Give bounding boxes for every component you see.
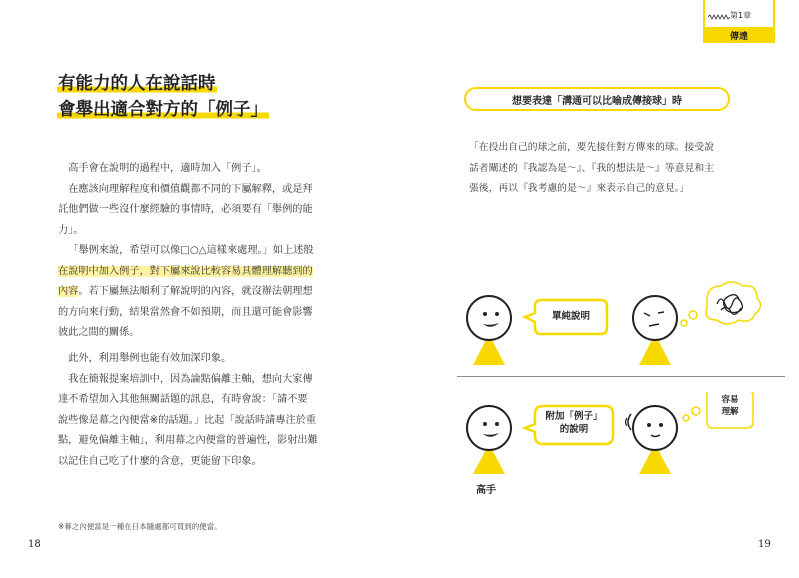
paragraph-line: 說些像是幕之內便當※的話題。」比起「說話時請專注於重 [58, 414, 317, 426]
paragraph: 在應該向理解程度和價值觀都不同的下屬解釋，或是拜 [68, 183, 313, 195]
footnote: ※幕之內便當是一種在日本隨處都可買到的便當。 [58, 522, 222, 531]
highlighted-text: 內容 [58, 286, 79, 297]
paragraph-line: 彼此之間的關係。 [58, 327, 140, 338]
paragraph-line: 達不希望加入其他無關話題的訊息，有時會說：「請不要 [58, 394, 308, 405]
paragraph: 我在簡報提案培訓中，因為論點偏離主軸，想向大家傳 [68, 373, 313, 385]
expert-label: 高手 [476, 485, 496, 496]
squiggle-decoration [708, 14, 730, 20]
bubble-label-example: 附加「例子」 的說明 [545, 411, 603, 435]
listener-head-icon [633, 406, 677, 450]
page-number-left: 18 [28, 539, 41, 550]
illustration-simple-explanation [455, 280, 785, 375]
highlighted-text: 在說明中加入例子，對下屬來說比較容易具體理解聽到的 [58, 265, 313, 277]
listener-head-icon [633, 296, 677, 340]
topic-pill-text: 想要表達「溝通可以比喻成傳接球」時 [512, 96, 682, 107]
chapter-number: 第1章 [730, 11, 752, 20]
paragraph-line: 內容。若下屬無法順利了解說明的內容，就沒辦法朝理想 [58, 286, 313, 297]
paragraph-line [58, 262, 358, 283]
divider [457, 376, 785, 377]
paragraph-line: 以記住自己吃了什麼的含意，更能留下印象。 [58, 455, 262, 467]
body-text-2 [58, 349, 358, 472]
quote-line: 話者闡述的『我認為是〜』、『我的想法是〜』等意見和主 [469, 162, 714, 174]
paragraph-line: 的方向來行動，結果當然會不如預期，而且還可能會影響 [58, 306, 313, 318]
easy-to-understand-label: 容易 理解 [721, 395, 739, 417]
quote-line: 「在投出自己的球之前，要先接住對方傳來的球。接受說 [469, 142, 714, 153]
paragraph-line: 點，避免偏離主軸」，利用幕之內便當的普遍性，影射出難 [58, 435, 318, 446]
page-number-right: 19 [758, 539, 771, 550]
speaker-head-icon [467, 296, 511, 340]
page-title-line1: 有能力的人在說話時 [58, 74, 216, 94]
expert-head-icon [467, 406, 511, 450]
paragraph-line: 託他們做一些沒什麼經驗的事情時，必須要有「舉例的能 [58, 204, 313, 215]
paragraph: 「舉例來說，希望可以像□○△這樣來處理。」如上述般 [68, 245, 314, 256]
paragraph: 此外，利用舉例也能有效加深印象。 [68, 353, 232, 364]
bubble-label-simple: 單純說明 [551, 311, 590, 322]
paragraph: 高手會在說明的過程中，適時加入「例子」。 [68, 163, 267, 174]
paragraph-line: 力」。 [58, 224, 84, 236]
quote-line: 張後，再以『我考慮的是〜』來表示自己的意見。」 [469, 183, 690, 194]
example-quote [469, 138, 769, 200]
page-title-line2: 會舉出適合對方的「例子」 [58, 100, 268, 120]
chapter-label: 傳達 [729, 32, 748, 42]
body-text [58, 159, 358, 344]
